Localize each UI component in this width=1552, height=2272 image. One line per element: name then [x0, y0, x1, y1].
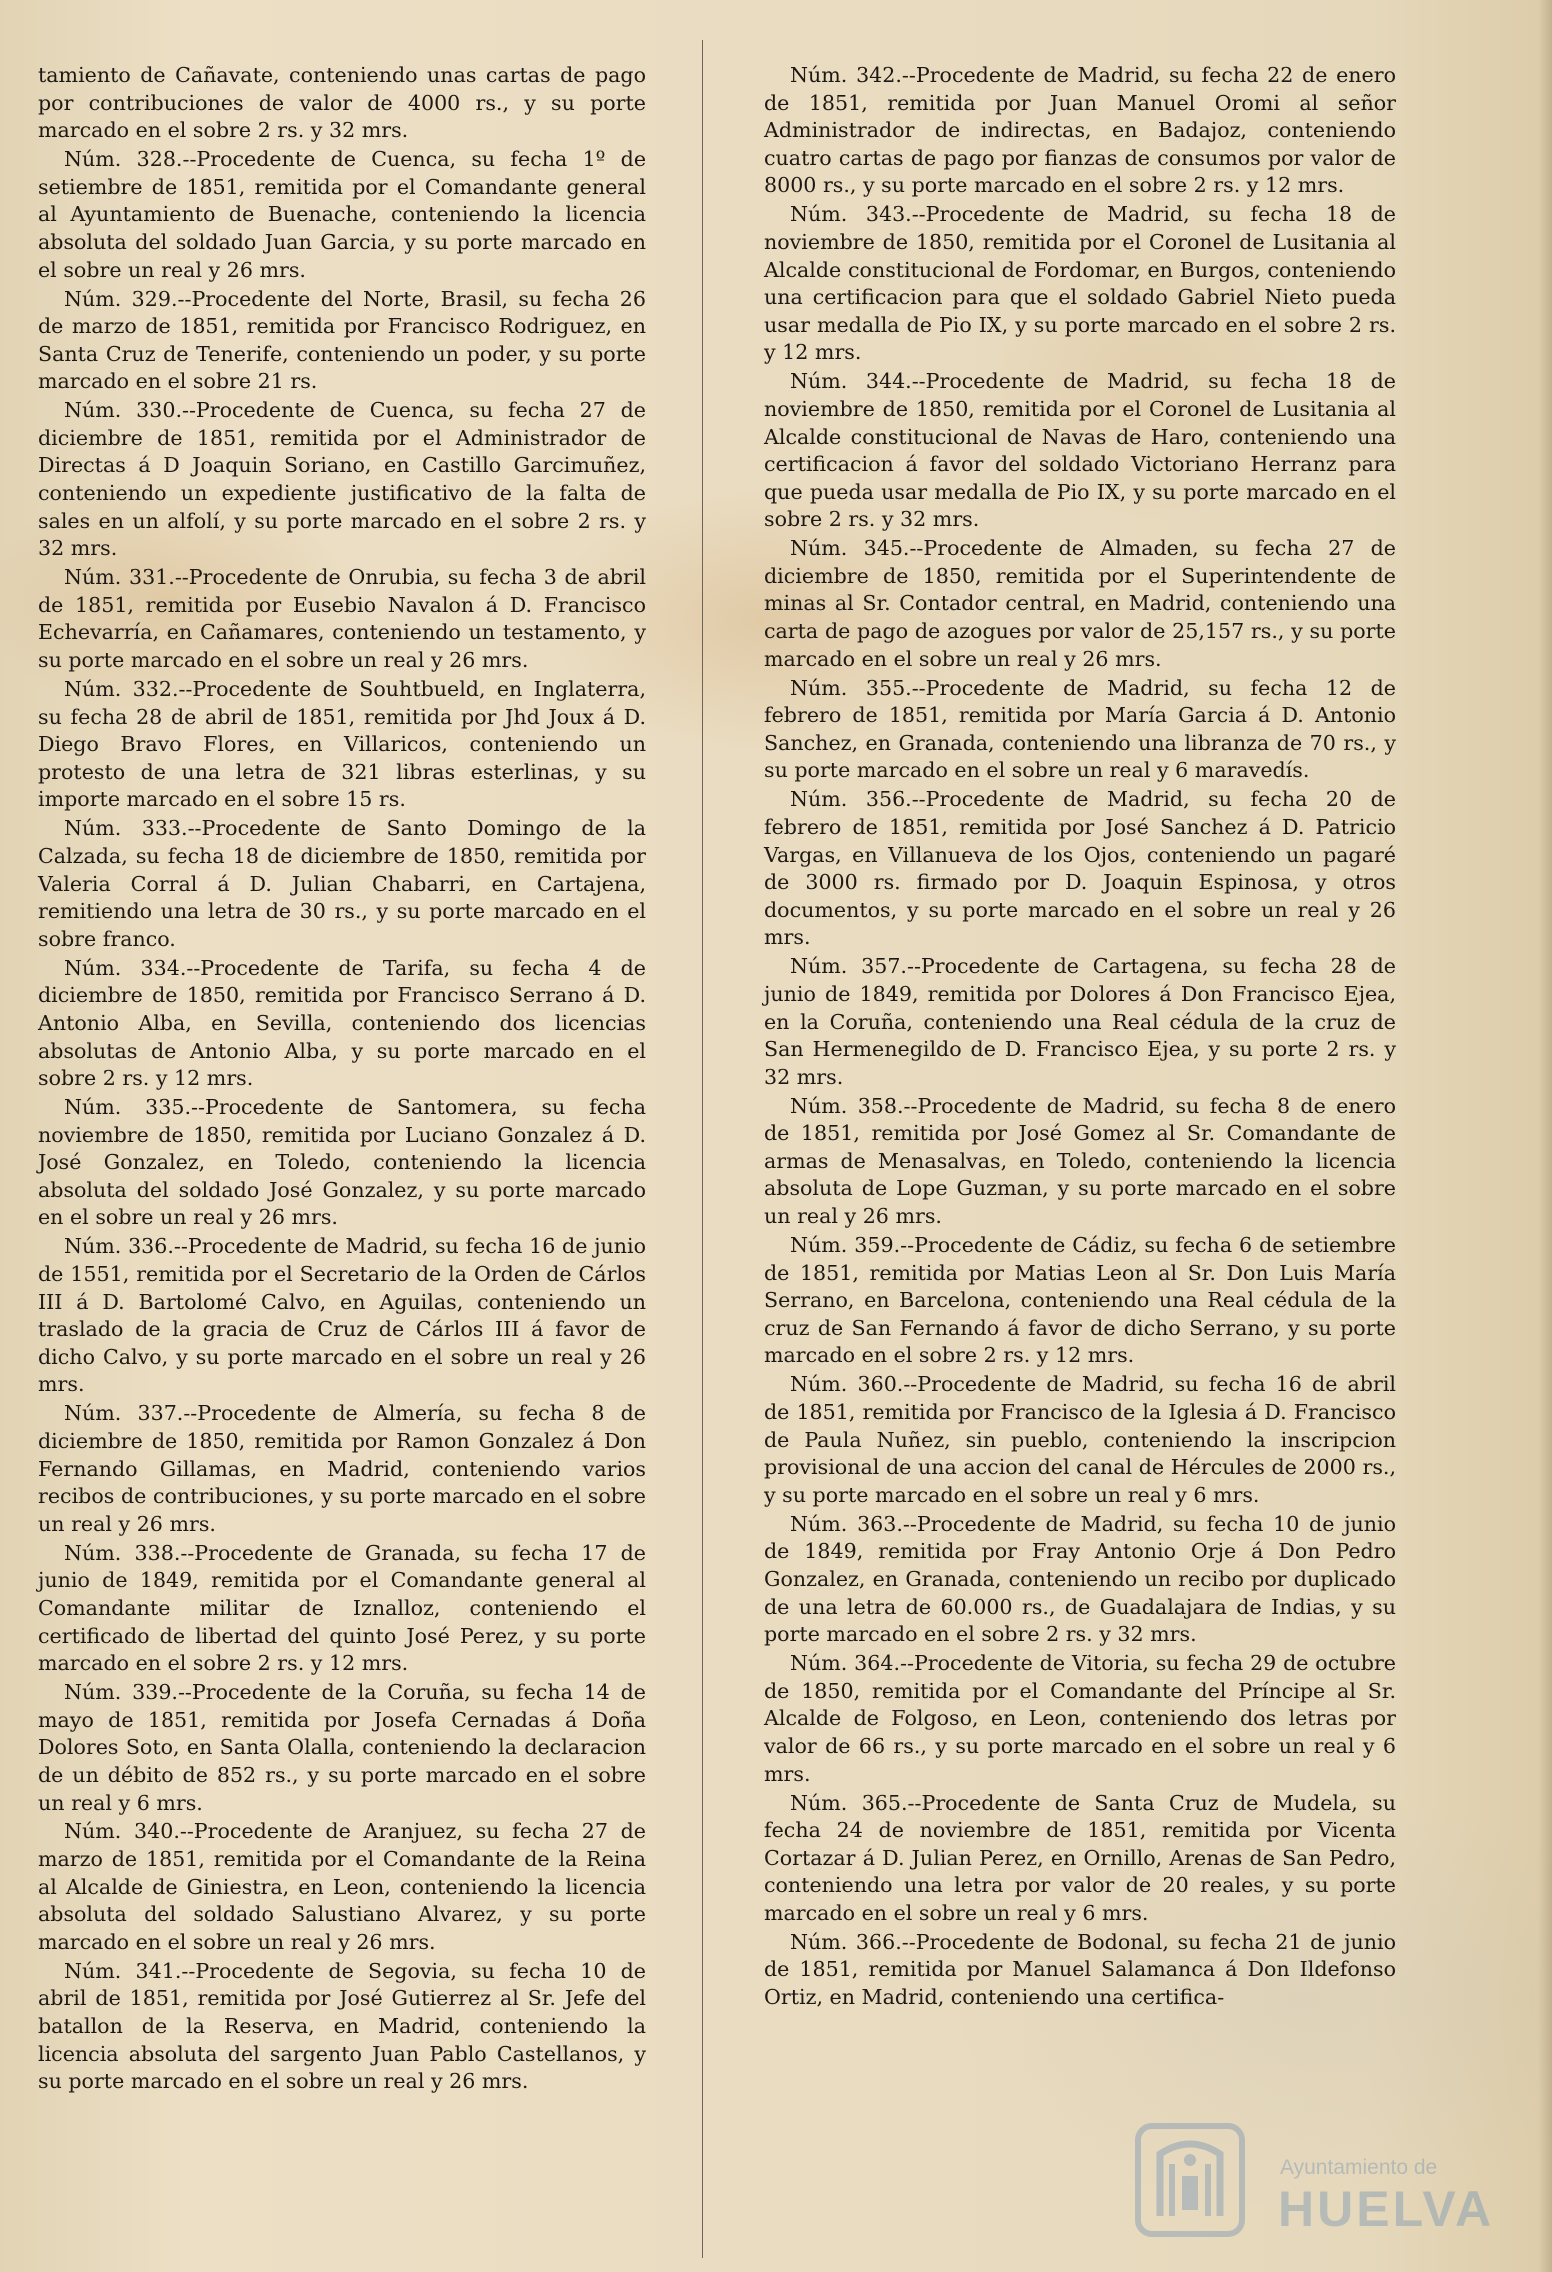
list-item: Núm. 357.--Procedente de Cartagena, su fecha 28 de junio de 1849, remitida por Dolores á Don Francisco Ejea, en la Coruña, conteniendo una Real cédula de la cruz de San Hermenegildo de D. Francisco Ejea, y su porte 2 rs. y 32 mrs. — [764, 954, 1396, 1089]
right-column — [764, 62, 1396, 2013]
list-item: Núm. 358.--Procedente de Madrid, su fecha 8 de enero de 1851, remitida por José Gomez al Sr. Comandante de armas de Menasalvas, en Toledo, conteniendo la licencia absoluta de Lope Guzman, y su porte marcado en el sobre un real y 26 mrs. — [764, 1093, 1396, 1229]
city-seal-icon — [1130, 2120, 1250, 2240]
list-item: Núm. 359.--Procedente de Cádiz, su fecha 6 de setiembre de 1851, remitida por Matias Leon al Sr. Don Luis María Serrano, en Barcelona, conteniendo una Real cédula de la cruz de San Fernando á favor de dicho Serrano, y su porte marcado en el sobre 2 rs. y 12 mrs. — [764, 1233, 1396, 1368]
list-item: Núm. 355.--Procedente de Madrid, su fecha 12 de febrero de 1851, remitida por María Garcia á D. Antonio Sanchez, en Granada, conteniendo una libranza de 70 rs., y su porte marcado en el sobre un real y 6 maravedís. — [764, 675, 1396, 783]
list-item: Núm. 339.--Procedente de la Coruña, su fecha 14 de mayo de 1851, remitida por Josefa Cernadas á Doña Dolores Soto, en Santa Olalla, conteniendo la declaracion de un débito de 852 rs., y su porte marcado en el sobre un real y 6 mrs. — [38, 1680, 646, 1815]
list-item: Núm. 356.--Procedente de Madrid, su fecha 20 de febrero de 1851, remitida por José Sanchez á D. Patricio Vargas, en Villanueva de los Ojos, conteniendo un pagaré de 3000 rs. firmado por D. Joaquin Espinosa, y otros documentos, y su porte marcado en el sobre un real y 26 mrs. — [764, 787, 1396, 950]
list-item: Núm. 333.--Procedente de Santo Domingo de la Calzada, su fecha 18 de diciembre de 1850, remitida por Valeria Corral á D. Julian Chabarri, en Cartajena, remitiendo una letra de 30 rs., y su porte marcado en el sobre franco. — [38, 816, 646, 951]
list-item: Núm. 330.--Procedente de Cuenca, su fecha 27 de diciembre de 1851, remitida por el Administrador de Directas á D Joaquin Soriano, en Castillo Garcimuñez, conteniendo un expediente justificativo de la falta de sales en un alfolí, y su porte marcado en el sobre 2 rs. y 32 mrs. — [38, 398, 646, 561]
list-item: Núm. 334.--Procedente de Tarifa, su fecha 4 de diciembre de 1850, remitida por Francisco Serrano á D. Antonio Alba, en Sevilla, conteniendo dos licencias absolutas de Antonio Alba, y su porte marcado en el sobre 2 rs. y 12 mrs. — [38, 955, 646, 1091]
list-item: Núm. 343.--Procedente de Madrid, su fecha 18 de noviembre de 1850, remitida por el Coronel de Lusitania al Alcalde constitucional de Fordomar, en Burgos, conteniendo una certificacion para que el soldado Gabriel Nieto pueda usar medalla de Pio IX, y su porte marcado en el sobre 2 rs. y 12 mrs. — [764, 202, 1396, 365]
list-item: Núm. 335.--Procedente de Santomera, su fecha noviembre de 1850, remitida por Luciano Gonzalez á D. José Gonzalez, en Toledo, conteniendo la licencia absoluta del soldado José Gonzalez, y su porte marcado en el sobre un real y 26 mrs. — [38, 1095, 646, 1230]
list-item: Núm. 337.--Procedente de Almería, su fecha 8 de diciembre de 1850, remitida por Ramon Gonzalez á Don Fernando Gillamas, en Madrid, conteniendo varios recibos de contribuciones, y su porte marcado en el sobre un real y 26 mrs. — [38, 1401, 646, 1536]
list-item: Núm. 345.--Procedente de Almaden, su fecha 27 de diciembre de 1850, remitida por el Superintendente de minas al Sr. Contador central, en Madrid, conteniendo una carta de pago de azogues por valor de 25,157 rs., y su porte marcado en el sobre un real y 26 mrs. — [764, 536, 1396, 671]
list-item: Núm. 366.--Procedente de Bodonal, su fecha 21 de junio de 1851, remitida por Manuel Salamanca á Don Ildefonso Ortiz, en Madrid, conteniendo una certifica- — [764, 1929, 1396, 2010]
watermark-line1: Ayuntamiento de — [1280, 2156, 1438, 2179]
column-divider — [702, 40, 703, 2258]
list-item: Núm. 364.--Procedente de Vitoria, su fecha 29 de octubre de 1850, remitida por el Comandante del Príncipe al Sr. Alcalde de Folgoso, en Leon, conteniendo dos letras por valor de 66 rs., y su porte marcado en el sobre un real y 6 mrs. — [764, 1651, 1396, 1786]
list-item: Núm. 328.--Procedente de Cuenca, su fecha 1º de setiembre de 1851, remitida por el Comandante general al Ayuntamiento de Buenache, conteniendo la licencia absoluta del soldado Juan Garcia, y su porte marcado en el sobre un real y 26 mrs. — [38, 147, 646, 282]
list-item: Núm. 331.--Procedente de Onrubia, su fecha 3 de abril de 1851, remitida por Eusebio Navalon á D. Francisco Echevarría, en Cañamares, conteniendo un testamento, y su porte marcado en el sobre un real y 26 mrs. — [38, 565, 646, 673]
list-item: tamiento de Cañavate, conteniendo unas cartas de pago por contribuciones de valor de 4000 rs., y su porte marcado en el sobre 2 rs. y 32 mrs. — [38, 63, 646, 143]
left-column — [38, 62, 646, 2097]
list-item: Núm. 332.--Procedente de Souhtbueld, en Inglaterra, su fecha 28 de abril de 1851, remitida por Jhd Joux á D. Diego Bravo Flores, en Villaricos, conteniendo un protesto de una letra de 321 libras esterlinas, y su importe marcado en el sobre 15 rs. — [38, 677, 646, 812]
list-item: Núm. 363.--Procedente de Madrid, su fecha 10 de junio de 1849, remitida por Fray Antonio Orje á Don Pedro Gonzalez, en Granada, conteniendo un recibo por duplicado de una letra de 60.000 rs., de Guadalajara de Indias, y su porte marcado en el sobre 2 rs. y 32 mrs. — [764, 1511, 1396, 1647]
watermark-line2: HUELVA — [1278, 2181, 1495, 2237]
list-item: Núm. 341.--Procedente de Segovia, su fecha 10 de abril de 1851, remitida por José Gutierrez al Sr. Jefe del batallon de la Reserva, en Madrid, conteniendo la licencia absoluta del sargento Juan Pablo Castellanos, y su porte marcado en el sobre un real y 26 mrs. — [38, 1958, 646, 2094]
list-item: Núm. 342.--Procedente de Madrid, su fecha 22 de enero de 1851, remitida por Juan Manuel Oromi al señor Administrador de indirectas, en Badajoz, conteniendo cuatro cartas de pago por fianzas de consumos por valor de 8000 rs., y su porte marcado en el sobre 2 rs. y 12 mrs. — [764, 63, 1396, 198]
list-item: Núm. 338.--Procedente de Granada, su fecha 17 de junio de 1849, remitida por el Comandante general al Comandante militar de Iznalloz, conteniendo el certificado de libertad del quinto José Perez, y su porte marcado en el sobre 2 rs. y 12 mrs. — [38, 1540, 646, 1676]
list-item: Núm. 329.--Procedente del Norte, Brasil, su fecha 26 de marzo de 1851, remitida por Francisco Rodriguez, en Santa Cruz de Tenerife, conteniendo un poder, y su porte marcado en el sobre 21 rs. — [38, 286, 646, 394]
list-item: Núm. 340.--Procedente de Aranjuez, su fecha 27 de marzo de 1851, remitida por el Comandante de la Reina al Alcalde de Giniestra, en Leon, conteniendo la licencia absoluta del soldado Salustiano Alvarez, y su porte marcado en el sobre un real y 26 mrs. — [38, 1819, 646, 1954]
page-edge-shadow — [1538, 0, 1552, 2272]
list-item: Núm. 360.--Procedente de Madrid, su fecha 16 de abril de 1851, remitida por Francisco de la Iglesia á D. Francisco de Paula Nuñez, sin pueblo, conteniendo la inscripcion provisional de una accion del canal de Hércules de 2000 rs., y su porte marcado en el sobre un real y 6 mrs. — [764, 1372, 1396, 1507]
list-item: Núm. 344.--Procedente de Madrid, su fecha 18 de noviembre de 1850, remitida por el Coronel de Lusitania al Alcalde constitucional de Navas de Haro, conteniendo una certificacion á favor del soldado Victoriano Herranz para que pueda usar medalla de Pio IX, y su porte marcado en el sobre 2 rs. y 32 mrs. — [764, 369, 1396, 532]
list-item: Núm. 336.--Procedente de Madrid, su fecha 16 de junio de 1551, remitida por el Secretario de la Orden de Cárlos III á D. Bartolomé Calvo, en Aguilas, conteniendo un traslado de la gracia de Cruz de Cárlos III á favor de dicho Calvo, y su porte marcado en el sobre un real y 26 mrs. — [38, 1234, 646, 1397]
archive-watermark — [1130, 2120, 1495, 2240]
list-item: Núm. 365.--Procedente de Santa Cruz de Mudela, su fecha 24 de noviembre de 1851, remitida por Vicenta Cortazar á D. Julian Perez, en Ornillo, Arenas de San Pedro, conteniendo una letra por valor de 20 reales, y su porte marcado en el sobre un real y 6 mrs. — [764, 1790, 1396, 1925]
